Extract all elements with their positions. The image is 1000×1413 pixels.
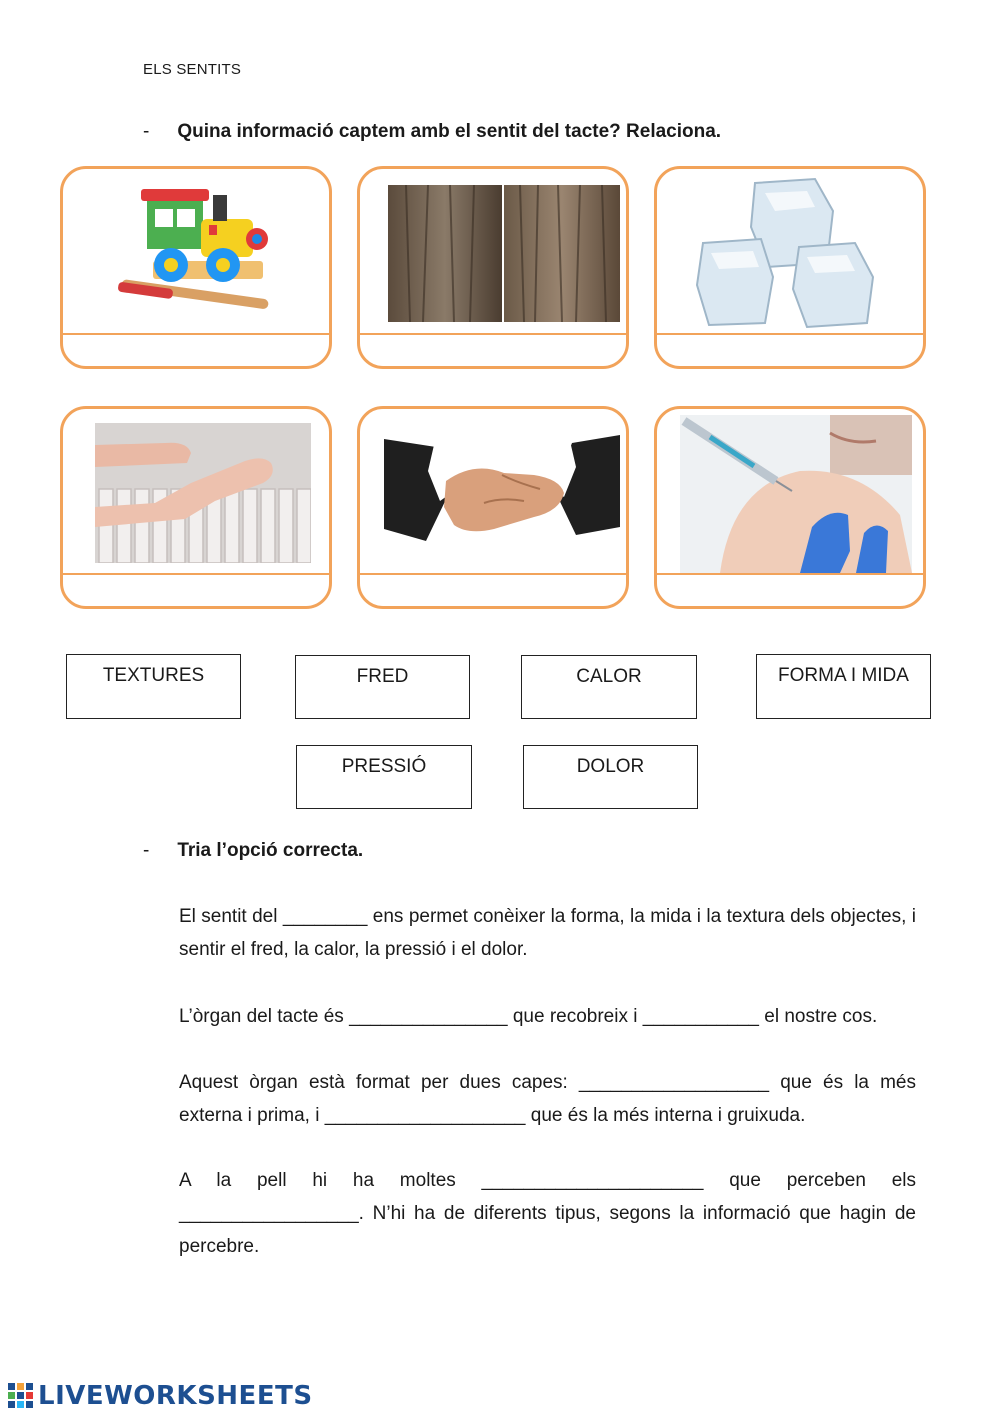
answer-drop-zone[interactable]	[63, 335, 329, 366]
question-2-text: Tria l’opció correcta.	[177, 840, 364, 861]
handshake-image	[384, 431, 620, 559]
answer-drop-zone[interactable]	[360, 575, 626, 606]
hands-on-radiator-image	[95, 423, 311, 563]
paragraph-receptors[interactable]: A la pell hi ha moltes _____________________ que perceben els _________________. N’hi ha de diferents tipus, segons la informació que hagin de percebre.	[179, 1170, 916, 1257]
question-1-dash: -	[143, 121, 150, 142]
question-1-text: Quina informació captem amb el sentit del tacte? Relaciona.	[177, 121, 722, 142]
question-2-dash: -	[143, 840, 150, 861]
injection-image	[680, 415, 912, 573]
label-forma-i-mida[interactable]: FORMA I MIDA	[756, 654, 931, 719]
paragraph-layers[interactable]: Aquest òrgan està format per dues capes: __________________ que és la més externa i prima, i ___________________ que és la més interna i gruixuda.	[179, 1072, 916, 1126]
card-handshake	[357, 406, 629, 609]
card-injection	[654, 406, 926, 609]
answer-drop-zone[interactable]	[657, 335, 923, 366]
label-textures[interactable]: TEXTURES	[66, 654, 241, 719]
card-toy-train	[60, 166, 332, 369]
paragraph-organ[interactable]: L’òrgan del tacte és _______________ que recobreix i ___________ el nostre cos.	[179, 1006, 878, 1027]
answer-drop-zone[interactable]	[657, 575, 923, 606]
footer-brand: LIVEWORKSHEETS	[38, 1381, 313, 1411]
label-calor[interactable]: CALOR	[521, 655, 697, 719]
tree-bark-image	[388, 185, 620, 322]
label-fred[interactable]: FRED	[295, 655, 470, 719]
liveworksheets-logo-icon	[8, 1383, 34, 1409]
card-hands-on-radiator	[60, 406, 332, 609]
toy-train-image	[113, 181, 283, 311]
question-2	[143, 840, 363, 862]
footer-logo	[8, 1381, 313, 1411]
answer-drop-zone[interactable]	[360, 335, 626, 366]
card-tree-bark	[357, 166, 629, 369]
paragraph-sense[interactable]: El sentit del ________ ens permet conèixer la forma, la mida i la textura dels objectes, i sentir el fred, la calor, la pressió i el dolor.	[179, 906, 916, 960]
label-dolor[interactable]: DOLOR	[523, 745, 698, 809]
label-pressio[interactable]: PRESSIÓ	[296, 745, 472, 809]
question-1	[143, 121, 721, 143]
page-title: ELS SENTITS	[143, 61, 242, 78]
ice-cubes-image	[695, 177, 887, 329]
card-ice-cubes	[654, 166, 926, 369]
answer-drop-zone[interactable]	[63, 575, 329, 606]
